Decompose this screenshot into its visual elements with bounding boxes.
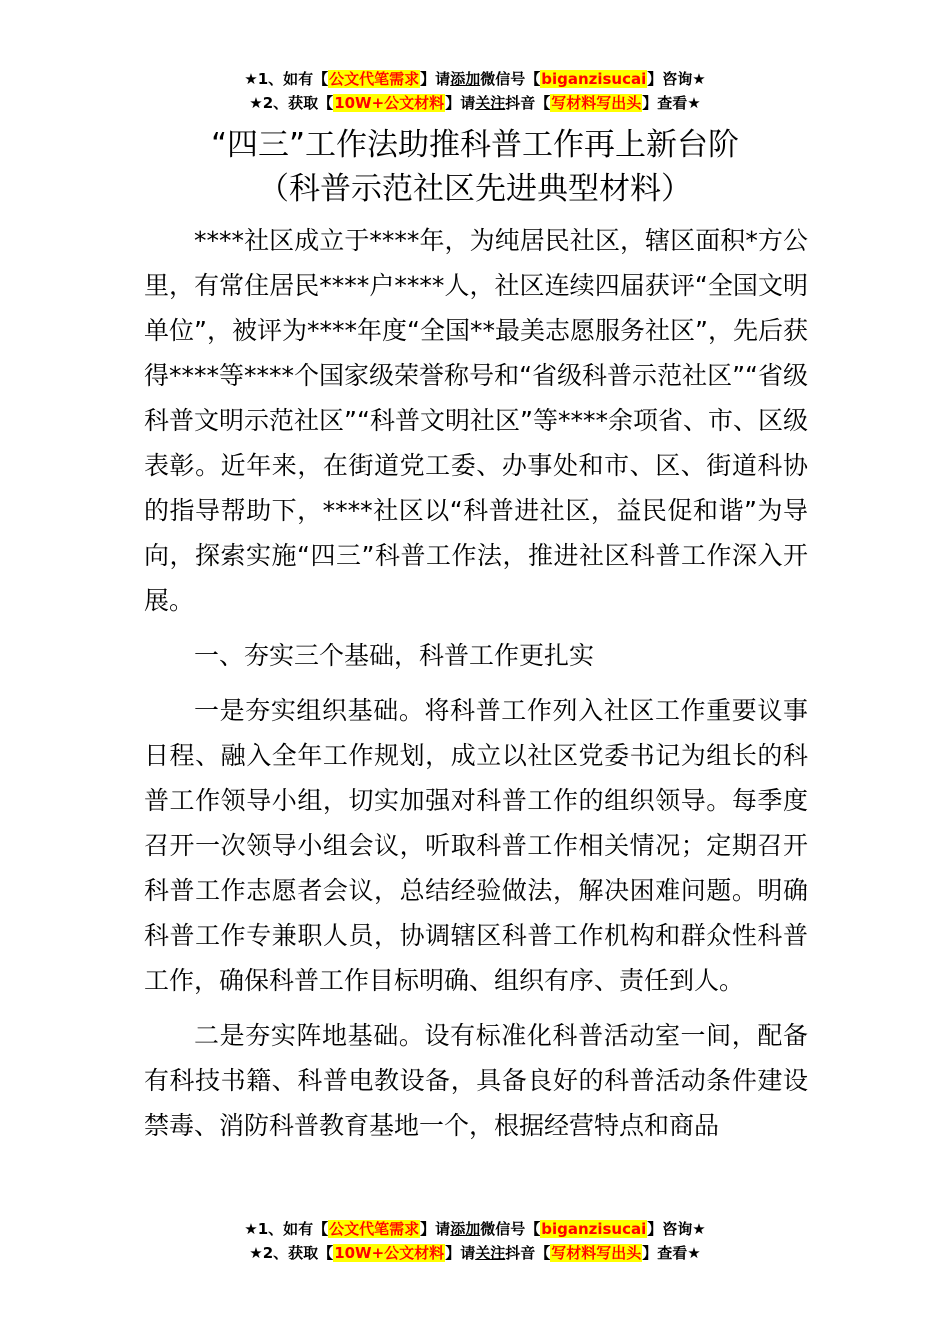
header-banner <box>0 68 950 116</box>
body-paragraph: 一是夯实组织基础。将科普工作列入社区工作重要议事日程、融入全年工作规划，成立以社区党委书记为组长的科普工作领导小组，切实加强对科普工作的组织领导。每季度召开一次领导小组会议，听取科普工作相关情况；定期召开科普工作志愿者会议，总结经验做法，解决困难问题。明确科普工作专兼职人员，协调辖区科普工作机构和群众性科普工作，确保科普工作目标明确、组织有序、责任到人。 <box>144 696 808 995</box>
section-heading: 一、夯实三个基础，科普工作更扎实 <box>194 641 595 670</box>
intro-paragraph: ****社区成立于****年，为纯居民社区，辖区面积*方公里，有常住居民****户****人，社区连续四届获评“全国文明单位”，被评为****年度“全国**最美志愿服务社区”，先后获得****等****个国家级荣誉称号和“省级科普示范社区”“省级科普文明示范社区”“科普文明社区”等****余项省、市、区级表彰。近年来，在街道党工委、办事处和市、区、街道科协的指导帮助下，****社区以“科普进社区，益民促和谐”为导向，探索实施“四三”科普工作法，推进社区科普工作深入开展。 <box>144 226 808 615</box>
douyin-account-highlight: 写材料写出头 <box>551 94 642 112</box>
wechat-id-highlight: biganzisucai <box>541 70 647 88</box>
body-paragraph: 二是夯实阵地基础。设有标准化科普活动室一间，配备有科技书籍、科普电教设备，具备良好的科普活动条件建设禁毒、消防科普教育基地一个，根据经营特点和商品 <box>144 1021 808 1140</box>
douyin-account-highlight: 写材料写出头 <box>551 1244 642 1262</box>
service-highlight: 公文代笔需求 <box>329 70 420 88</box>
document-body <box>144 218 808 1158</box>
header-banner-line-1: ★1、如有【公文代笔需求】请添加微信号【biganzisucai】咨询★ <box>244 70 706 88</box>
materials-highlight: 10W+公文材料 <box>334 1244 445 1262</box>
header-banner-line-2: ★2、获取【10W+公文材料】请关注抖音【写材料写出头】查看★ <box>249 94 701 112</box>
wechat-id-highlight: biganzisucai <box>541 1220 647 1238</box>
footer-banner-line-2: ★2、获取【10W+公文材料】请关注抖音【写材料写出头】查看★ <box>249 1244 701 1262</box>
materials-highlight: 10W+公文材料 <box>334 94 445 112</box>
service-highlight: 公文代笔需求 <box>329 1220 420 1238</box>
document-subtitle: （科普示范社区先进典型材料） <box>258 171 692 207</box>
footer-banner <box>0 1218 950 1266</box>
footer-banner-line-1: ★1、如有【公文代笔需求】请添加微信号【biganzisucai】咨询★ <box>244 1220 706 1238</box>
document-title: “四三”工作法助推科普工作再上新台阶 <box>210 127 740 163</box>
